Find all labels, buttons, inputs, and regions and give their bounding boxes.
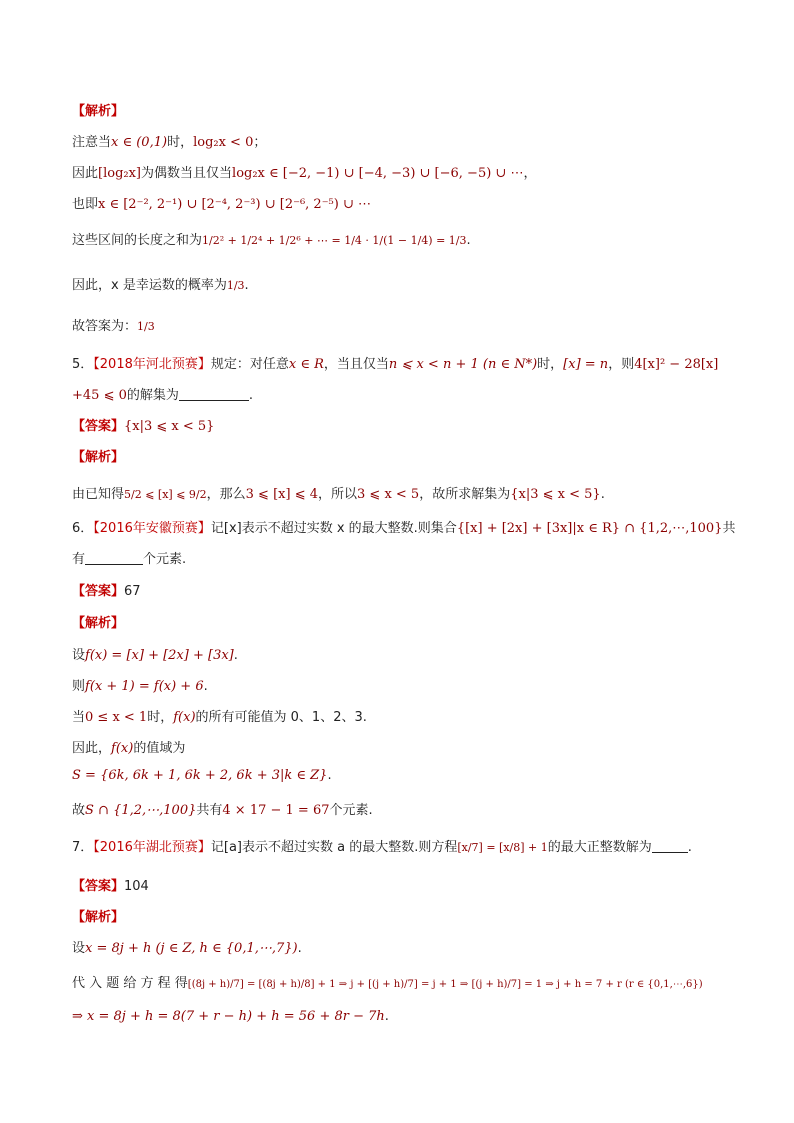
p4-final-answer: 故答案为：1/3 [72, 319, 155, 334]
q5-stem-line-2: +45 ⩽ 0的解集为 . [72, 388, 254, 403]
p4-line-1: 注意当x ∈ (0,1)时，log₂x < 0； [72, 135, 267, 150]
q5-analysis-label: 【解析】 [72, 450, 125, 465]
q7-stem: 7．【2016年湖北预赛】记[a]表示不超过实数 a 的最大整数.则方程[x/7] = [x/8] + 1的最大正整数解为 . [72, 840, 692, 855]
q6-answer: 【答案】67 [72, 584, 141, 599]
q6-analysis-line-5: S = {6k, 6k + 1, 6k + 2, 6k + 3|k ∈ Z}. [72, 768, 332, 783]
answer-blank [652, 840, 688, 853]
q7-analysis-line-3: ⇒ x = 8j + h = 8(7 + r − h) + h = 56 + 8r − 7h. [72, 1009, 389, 1024]
p4-line-3: 也即x ∈ [2⁻², 2⁻¹) ∪ [2⁻⁴, 2⁻³) ∪ [2⁻⁶, 2⁻⁵) ∪ ⋯ [72, 197, 371, 212]
q5-stem-line-1: 5．【2018年河北预赛】规定：对任意x ∈ R，当且仅当n ⩽ x < n + 1 (n ∈ N*)时，[x] = n，则4[x]² − 28[x] [72, 357, 719, 372]
q6-analysis-label: 【解析】 [72, 616, 125, 631]
q6-analysis-line-6: 故S ∩ {1,2,⋯,100}共有4 × 17 − 1 = 67个元素. [72, 803, 373, 818]
p4-line-4: 这些区间的长度之和为1/2² + 1/2⁴ + 1/2⁶ + ⋯ = 1/4 · 1/(1 − 1/4) = 1/3. [72, 233, 471, 248]
q6-analysis-line-1: 设f(x) = [x] + [2x] + [3x]. [72, 648, 238, 663]
q7-answer: 【答案】104 [72, 879, 149, 894]
q5-analysis: 由已知得5/2 ⩽ [x] ⩽ 9/2，那么3 ⩽ [x] ⩽ 4，所以3 ⩽ x < 5，故所求解集为{x|3 ⩽ x < 5}. [72, 487, 605, 502]
answer-blank [85, 552, 143, 565]
q6-analysis-line-2: 则f(x + 1) = f(x) + 6. [72, 679, 208, 694]
q7-analysis-line-2: 代 入 题 给 方 程 得[(8j + h)/7] = [(8j + h)/8] + 1 ⇒ j + [(j + h)/7] = j + 1 ⇒ [(j + h)/7] = 1 ⇒ j + h = 7 + r (r ∈ {0,1,⋯,6}) [72, 976, 703, 991]
q6-analysis-line-3: 当0 ≤ x < 1时，f(x)的所有可能值为 0、1、2、3. [72, 710, 367, 725]
q6-stem-line-1: 6．【2016年安徽预赛】记[x]表示不超过实数 x 的最大整数.则集合{[x] + [2x] + [3x]|x ∈ R} ∩ {1,2,⋯,100}共 [72, 521, 736, 536]
q6-stem-line-2: 有 个元素. [72, 552, 187, 567]
p4-line-2: 因此[log₂x]为偶数当且仅当log₂x ∈ [−2, −1) ∪ [−4, −3) ∪ [−6, −5) ∪ ⋯， [72, 166, 537, 181]
q6-analysis-line-4: 因此，f(x)的值域为 [72, 741, 186, 756]
analysis-label: 【解析】 [72, 104, 125, 119]
q5-answer: 【答案】{x|3 ⩽ x < 5} [72, 419, 215, 434]
answer-blank [179, 388, 249, 401]
q7-analysis-label: 【解析】 [72, 910, 125, 925]
p4-line-5: 因此，x 是幸运数的概率为1/3. [72, 278, 249, 293]
q7-analysis-line-1: 设x = 8j + h (j ∈ Z, h ∈ {0,1,⋯,7}). [72, 941, 302, 956]
